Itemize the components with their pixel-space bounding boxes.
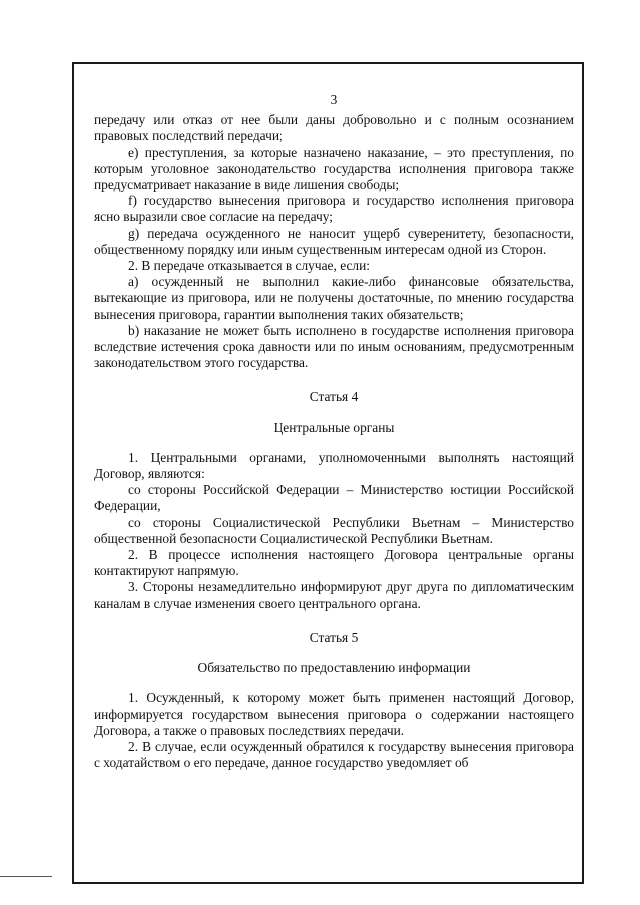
document-body xyxy=(94,92,574,771)
paragraph: a) осужденный не выполнил какие-либо финансовые обязательства, вытекающие из приговора, или не получены достаточные, по мнению государства вынесения приговора, гарантии выполнения таких обязательств; xyxy=(94,274,574,322)
paragraph: 2. В случае, если осужденный обратился к государству вынесения приговора с ходатайством о его передаче, данное государство уведомляет об xyxy=(94,738,574,771)
paragraph: 1. Центральными органами, уполномоченными выполнять настоящий Договор, являются: xyxy=(94,449,574,482)
page-number: 3 xyxy=(330,92,338,107)
paragraph: со стороны Российской Федерации – Министерство юстиции Российской Федерации, xyxy=(94,482,574,514)
paragraph: со стороны Социалистической Республики Вьетнам – Министерство общественной безопасности Социалистической Республики Вьетнам. xyxy=(94,514,574,546)
paragraph: b) наказание не может быть исполнено в государстве исполнения приговора вследствие истечения срока давности или по иным основаниям, предусмотренным законодательством этого государства. xyxy=(94,322,574,371)
paragraph: 2. В процессе исполнения настоящего Договора центральные органы контактируют напрямую. xyxy=(94,547,574,579)
paragraph: f) государство вынесения приговора и государство исполнения приговора ясно выразили свое согласие на передачу; xyxy=(94,193,574,225)
paragraph: е) преступления, за которые назначено наказание, – это преступления, по которым уголовное законодательство государства исполнения приговора также предусматривает наказание в виде лишения свободы; xyxy=(94,144,574,193)
paragraph: передачу или отказ от нее были даны добровольно и с полным осознанием правовых последствий передачи; xyxy=(94,112,574,144)
article-5-title: Обязательство по предоставлению информации xyxy=(197,660,471,676)
article-4-title: Центральные органы xyxy=(273,419,395,435)
paragraph: 1. Осужденный, к которому может быть применен настоящий Договор, информируется государством вынесения приговора о содержании настоящего Договора, а также о правовых последствиях передачи. xyxy=(94,690,574,738)
paragraph: 3. Стороны незамедлительно информируют друг друга по дипломатическим каналам в случае изменения своего центрального органа. xyxy=(94,579,574,611)
scan-edge-mark xyxy=(0,876,52,877)
article-5-heading: Статья 5 xyxy=(309,629,359,645)
paragraph: 2. В передаче отказывается в случае, если: xyxy=(128,258,370,274)
article-4-heading: Статья 4 xyxy=(309,389,359,405)
paragraph: g) передача осужденного не наносит ущерб суверенитету, безопасности, общественному порядку или иным существенным интересам одной из Сторон. xyxy=(94,225,574,257)
